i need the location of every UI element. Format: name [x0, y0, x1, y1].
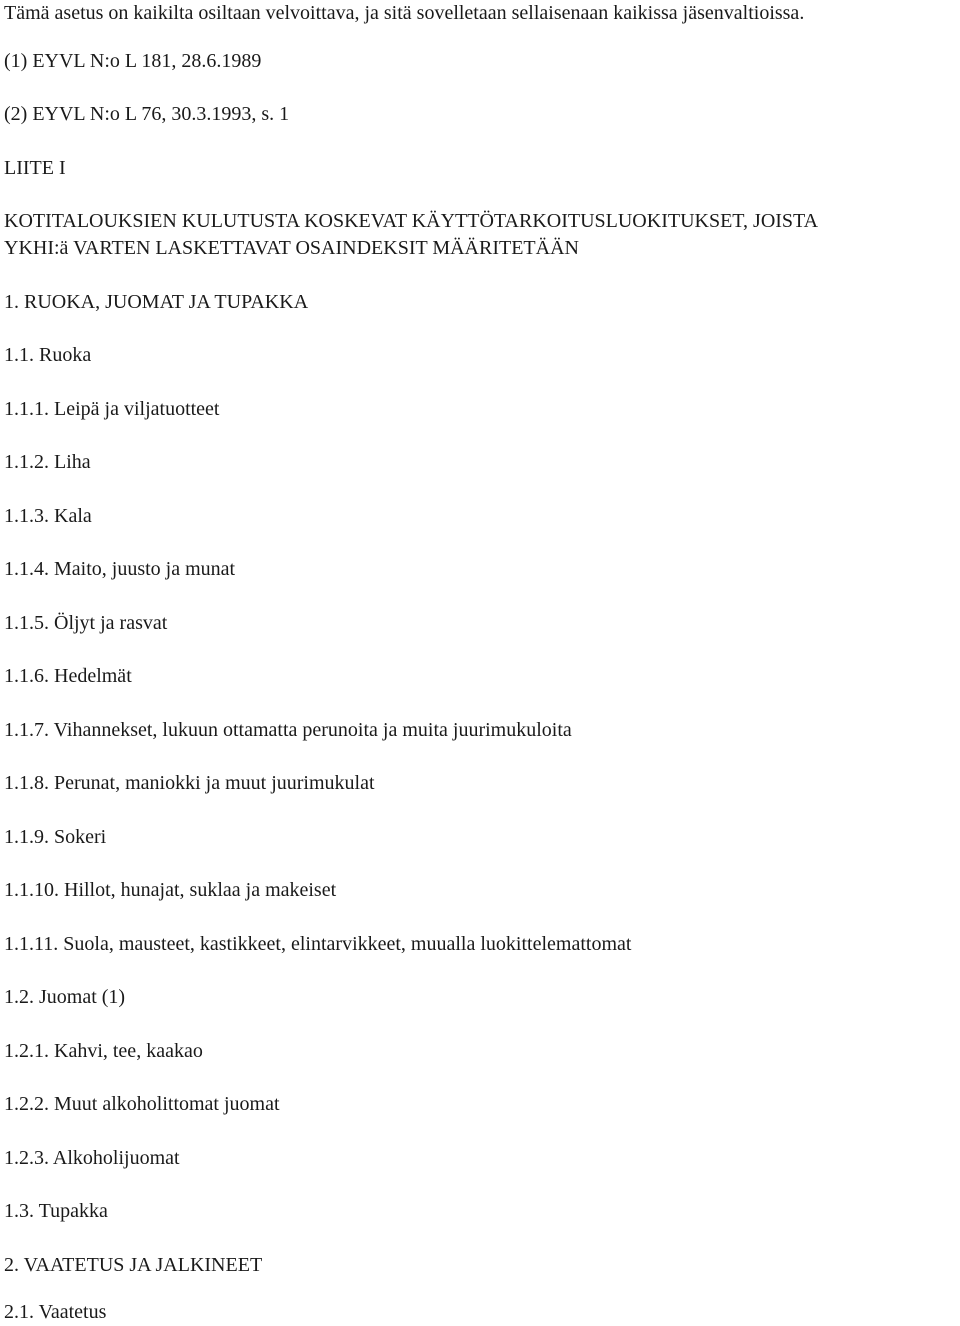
- list-item: 1.3. Tupakka: [4, 1200, 108, 1222]
- list-item: 2. VAATETUS JA JALKINEET: [4, 1254, 263, 1276]
- list-item: 1.1.11. Suola, mausteet, kastikkeet, elintarvikkeet, muualla luokittelemattomat: [4, 933, 632, 955]
- annex-heading: LIITE I: [4, 157, 66, 179]
- list-item: 1.1.9. Sokeri: [4, 826, 107, 848]
- annex-title-line-2: YKHI:ä VARTEN LASKETTAVAT OSAINDEKSIT MÄÄRITETÄÄN: [4, 237, 579, 259]
- list-item: 1.1.7. Vihannekset, lukuun ottamatta perunoita ja muita juurimukuloita: [4, 719, 572, 741]
- list-item: 1.1.10. Hillot, hunajat, suklaa ja makeiset: [4, 879, 337, 901]
- list-item: 1.2.3. Alkoholijuomat: [4, 1147, 180, 1169]
- list-item: 1.1.6. Hedelmät: [4, 665, 132, 687]
- list-item: 1.1.8. Perunat, maniokki ja muut juurimukulat: [4, 772, 375, 794]
- list-item: 2.1. Vaatetus: [4, 1301, 107, 1323]
- list-item: 1.2.2. Muut alkoholittomat juomat: [4, 1093, 280, 1115]
- list-item: 1.2. Juomat (1): [4, 986, 126, 1008]
- list-item: 1.1.5. Öljyt ja rasvat: [4, 612, 168, 634]
- closing-statement: Tämä asetus on kaikilta osiltaan velvoittava, ja sitä sovelletaan sellaisenaan kaikissa jäsenvaltioissa.: [4, 2, 805, 24]
- list-item: 1.1.2. Liha: [4, 451, 91, 473]
- list-item: 1.1.1. Leipä ja viljatuotteet: [4, 398, 220, 420]
- list-item: 1.1.3. Kala: [4, 505, 92, 527]
- list-item: 1.2.1. Kahvi, tee, kaakao: [4, 1040, 203, 1062]
- annex-title-line-1: KOTITALOUKSIEN KULUTUSTA KOSKEVAT KÄYTTÖTARKOITUSLUOKITUKSET, JOISTA: [4, 210, 819, 232]
- footnote-1: (1) EYVL N:o L 181, 28.6.1989: [4, 50, 262, 72]
- list-item: 1.1. Ruoka: [4, 344, 92, 366]
- footnote-2: (2) EYVL N:o L 76, 30.3.1993, s. 1: [4, 103, 290, 125]
- list-item: 1. RUOKA, JUOMAT JA TUPAKKA: [4, 291, 309, 313]
- list-item: 1.1.4. Maito, juusto ja munat: [4, 558, 236, 580]
